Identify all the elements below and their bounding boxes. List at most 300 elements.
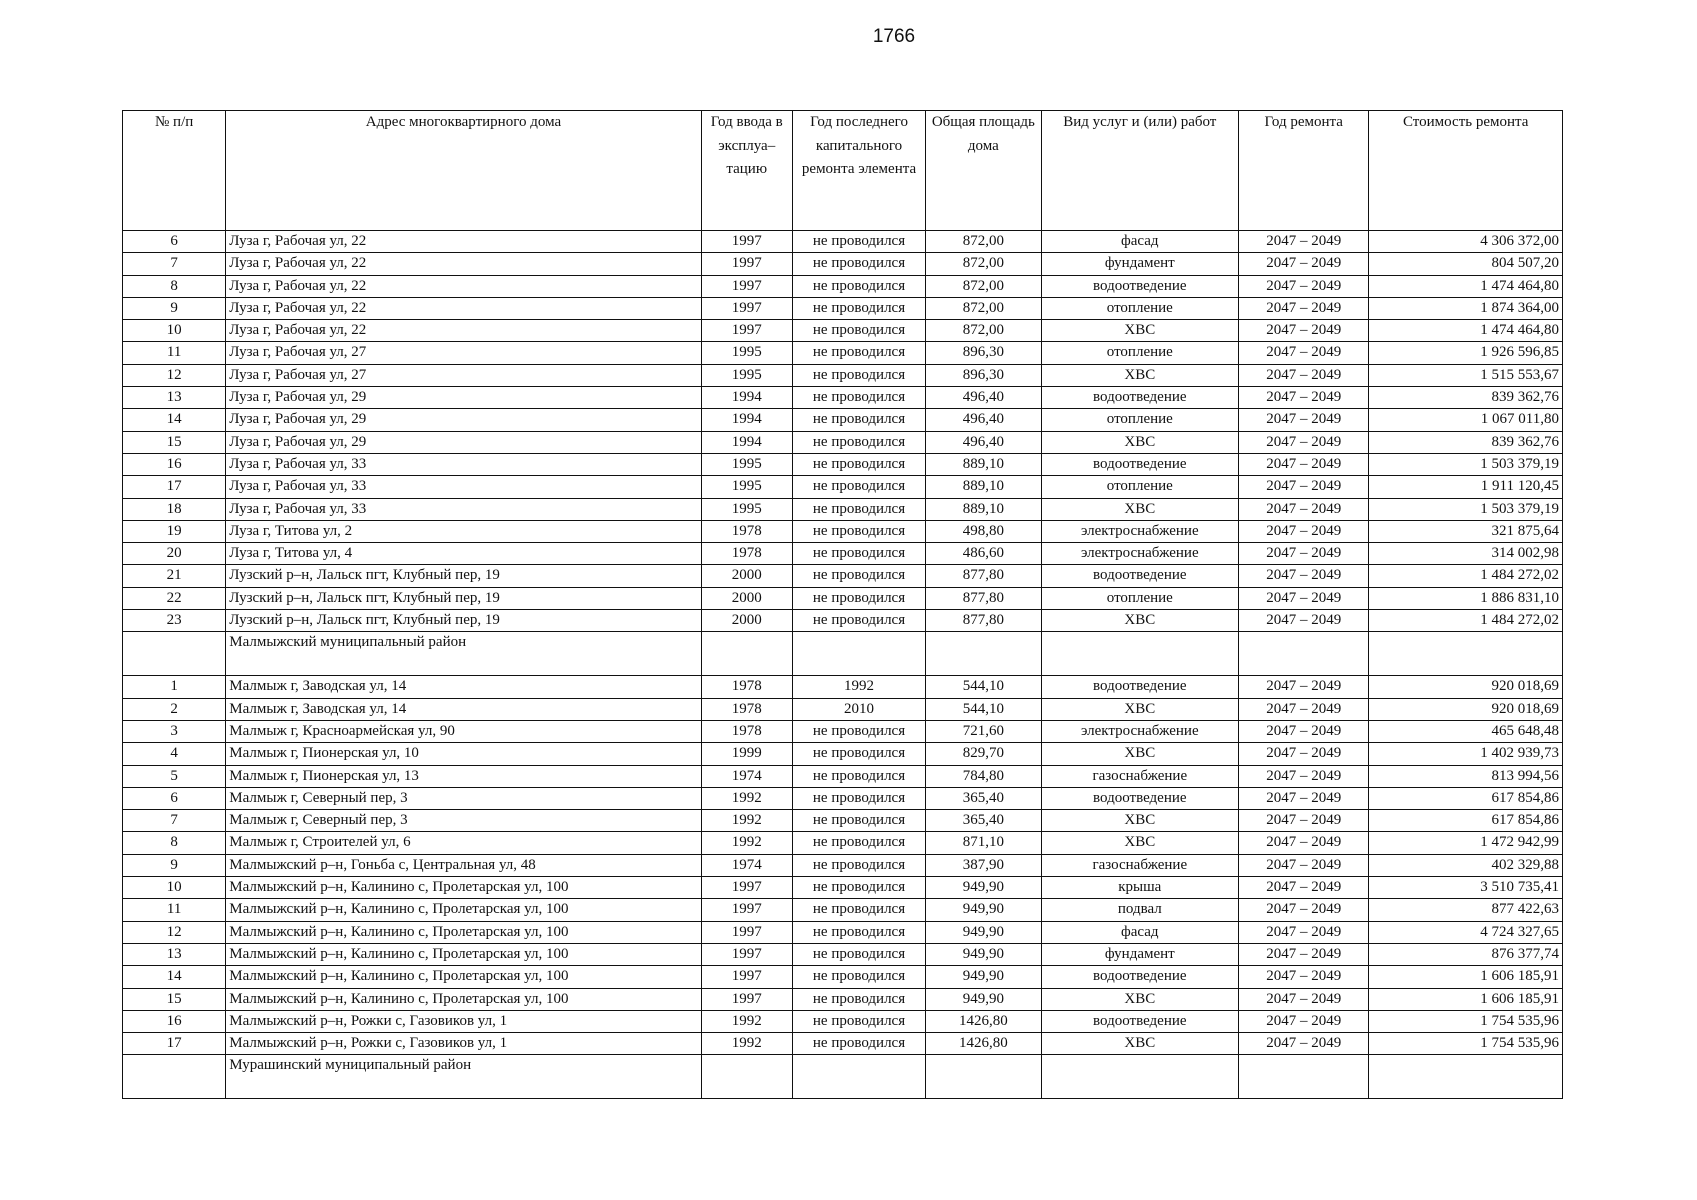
cell-address: Малмыж г, Красноармейская ул, 90 [226, 720, 701, 742]
table-row [123, 453, 1563, 475]
cell-cost: 1 926 596,85 [1369, 342, 1563, 364]
cell-address: Малмыжский р–н, Рожки с, Газовиков ул, 1 [226, 1033, 701, 1055]
cell-cost: 4 306 372,00 [1369, 231, 1563, 253]
empty-cell [792, 632, 925, 676]
cell-cost: 1 503 379,19 [1369, 498, 1563, 520]
cell-area: 896,30 [926, 364, 1041, 386]
empty-cell [701, 1055, 792, 1099]
cell-area: 496,40 [926, 409, 1041, 431]
cell-address: Луза г, Рабочая ул, 33 [226, 498, 701, 520]
cell-year-in: 1997 [701, 899, 792, 921]
table-row [123, 1010, 1563, 1032]
cell-year-in: 1978 [701, 720, 792, 742]
cell-service: фундамент [1041, 253, 1239, 275]
cell-year-in: 1994 [701, 431, 792, 453]
cell-address: Малмыжский р–н, Калинино с, Пролетарская ул, 100 [226, 943, 701, 965]
cell-service: фундамент [1041, 943, 1239, 965]
cell-repair-year: 2047 – 2049 [1239, 610, 1369, 632]
cell-year-in: 1997 [701, 877, 792, 899]
table-row [123, 832, 1563, 854]
cell-cost: 839 362,76 [1369, 387, 1563, 409]
cell-last-repair: не проводился [792, 587, 925, 609]
cell-last-repair: не проводился [792, 476, 925, 498]
cell-service: электроснабжение [1041, 520, 1239, 542]
cell-repair-year: 2047 – 2049 [1239, 409, 1369, 431]
cell-area: 949,90 [926, 966, 1041, 988]
cell-number: 7 [123, 253, 226, 275]
cell-year-in: 1992 [701, 787, 792, 809]
cell-area: 387,90 [926, 854, 1041, 876]
cell-address: Малмыж г, Заводская ул, 14 [226, 676, 701, 698]
cell-repair-year: 2047 – 2049 [1239, 320, 1369, 342]
table-row [123, 877, 1563, 899]
cell-address: Луза г, Рабочая ул, 29 [226, 431, 701, 453]
cell-repair-year: 2047 – 2049 [1239, 587, 1369, 609]
cell-number: 10 [123, 877, 226, 899]
cell-last-repair: не проводился [792, 1033, 925, 1055]
cell-area: 496,40 [926, 431, 1041, 453]
cell-area: 896,30 [926, 342, 1041, 364]
table-row [123, 988, 1563, 1010]
cell-area: 872,00 [926, 253, 1041, 275]
cell-service: ХВС [1041, 498, 1239, 520]
page-number: 1766 [872, 26, 916, 47]
cell-last-repair: не проводился [792, 342, 925, 364]
cell-address: Луза г, Рабочая ул, 33 [226, 453, 701, 475]
section-row [123, 1055, 1563, 1099]
cell-last-repair: не проводился [792, 320, 925, 342]
cell-cost: 1 606 185,91 [1369, 988, 1563, 1010]
cell-address: Малмыжский р–н, Калинино с, Пролетарская ул, 100 [226, 877, 701, 899]
cell-last-repair: не проводился [792, 409, 925, 431]
cell-area: 889,10 [926, 498, 1041, 520]
cell-cost: 1 474 464,80 [1369, 320, 1563, 342]
cell-year-in: 1995 [701, 342, 792, 364]
cell-area: 949,90 [926, 943, 1041, 965]
cell-number: 10 [123, 320, 226, 342]
cell-last-repair: не проводился [792, 498, 925, 520]
cell-service: ХВС [1041, 610, 1239, 632]
table-row [123, 431, 1563, 453]
cell-last-repair: не проводился [792, 877, 925, 899]
cell-area: 949,90 [926, 877, 1041, 899]
cell-area: 486,60 [926, 543, 1041, 565]
empty-cell [926, 632, 1041, 676]
cell-service: отопление [1041, 409, 1239, 431]
cell-repair-year: 2047 – 2049 [1239, 698, 1369, 720]
cell-address: Луза г, Рабочая ул, 29 [226, 387, 701, 409]
cell-repair-year: 2047 – 2049 [1239, 275, 1369, 297]
cell-cost: 1 886 831,10 [1369, 587, 1563, 609]
cell-number: 23 [123, 610, 226, 632]
cell-service: газоснабжение [1041, 765, 1239, 787]
cell-year-in: 1997 [701, 966, 792, 988]
cell-cost: 877 422,63 [1369, 899, 1563, 921]
cell-service: ХВС [1041, 810, 1239, 832]
cell-last-repair: не проводился [792, 854, 925, 876]
cell-service: ХВС [1041, 832, 1239, 854]
cell-address: Лузский р–н, Лальск пгт, Клубный пер, 19 [226, 610, 701, 632]
cell-cost: 804 507,20 [1369, 253, 1563, 275]
table-row [123, 498, 1563, 520]
cell-last-repair: не проводился [792, 899, 925, 921]
cell-area: 877,80 [926, 587, 1041, 609]
repair-table [122, 110, 1563, 1099]
cell-service: водоотведение [1041, 966, 1239, 988]
cell-year-in: 1999 [701, 743, 792, 765]
cell-number: 13 [123, 943, 226, 965]
cell-service: подвал [1041, 899, 1239, 921]
cell-address: Луза г, Рабочая ул, 22 [226, 231, 701, 253]
cell-year-in: 1997 [701, 253, 792, 275]
cell-last-repair: не проводился [792, 743, 925, 765]
cell-last-repair: не проводился [792, 921, 925, 943]
cell-year-in: 1997 [701, 231, 792, 253]
cell-last-repair: не проводился [792, 387, 925, 409]
cell-cost: 1 484 272,02 [1369, 565, 1563, 587]
cell-area: 877,80 [926, 610, 1041, 632]
cell-service: отопление [1041, 476, 1239, 498]
cell-address: Луза г, Рабочая ул, 22 [226, 275, 701, 297]
cell-number: 2 [123, 698, 226, 720]
cell-number: 17 [123, 1033, 226, 1055]
cell-year-in: 1994 [701, 409, 792, 431]
cell-area: 889,10 [926, 453, 1041, 475]
cell-last-repair: не проводился [792, 253, 925, 275]
cell-repair-year: 2047 – 2049 [1239, 966, 1369, 988]
cell-cost: 1 606 185,91 [1369, 966, 1563, 988]
empty-cell [1369, 1055, 1563, 1099]
cell-number: 9 [123, 854, 226, 876]
cell-service: фасад [1041, 231, 1239, 253]
cell-year-in: 1997 [701, 943, 792, 965]
section-title: Мурашинский муниципальный район [226, 1055, 701, 1099]
cell-address: Лузский р–н, Лальск пгт, Клубный пер, 19 [226, 587, 701, 609]
table-row [123, 387, 1563, 409]
table-row [123, 698, 1563, 720]
cell-year-in: 1992 [701, 1010, 792, 1032]
cell-address: Малмыж г, Пионерская ул, 13 [226, 765, 701, 787]
cell-area: 877,80 [926, 565, 1041, 587]
cell-address: Луза г, Рабочая ул, 33 [226, 476, 701, 498]
cell-address: Луза г, Титова ул, 2 [226, 520, 701, 542]
cell-cost: 1 874 364,00 [1369, 297, 1563, 319]
cell-year-in: 1995 [701, 476, 792, 498]
cell-cost: 839 362,76 [1369, 431, 1563, 453]
cell-service: ХВС [1041, 320, 1239, 342]
table-row [123, 921, 1563, 943]
cell-cost: 813 994,56 [1369, 765, 1563, 787]
section-title: Малмыжский муниципальный район [226, 632, 701, 676]
cell-number: 15 [123, 431, 226, 453]
cell-address: Малмыжский р–н, Рожки с, Газовиков ул, 1 [226, 1010, 701, 1032]
cell-last-repair: не проводился [792, 765, 925, 787]
cell-repair-year: 2047 – 2049 [1239, 832, 1369, 854]
table-row [123, 1033, 1563, 1055]
cell-last-repair: не проводился [792, 787, 925, 809]
empty-cell [926, 1055, 1041, 1099]
empty-cell [123, 1055, 226, 1099]
cell-repair-year: 2047 – 2049 [1239, 921, 1369, 943]
cell-year-in: 1995 [701, 498, 792, 520]
cell-number: 20 [123, 543, 226, 565]
cell-year-in: 1992 [701, 810, 792, 832]
table-row [123, 787, 1563, 809]
cell-address: Лузский р–н, Лальск пгт, Клубный пер, 19 [226, 565, 701, 587]
cell-number: 8 [123, 275, 226, 297]
cell-area: 872,00 [926, 297, 1041, 319]
cell-repair-year: 2047 – 2049 [1239, 565, 1369, 587]
cell-year-in: 1974 [701, 765, 792, 787]
cell-last-repair: не проводился [792, 275, 925, 297]
cell-address: Малмыж г, Заводская ул, 14 [226, 698, 701, 720]
cell-address: Луза г, Рабочая ул, 22 [226, 253, 701, 275]
cell-last-repair: не проводился [792, 966, 925, 988]
cell-area: 544,10 [926, 698, 1041, 720]
cell-number: 13 [123, 387, 226, 409]
empty-cell [701, 632, 792, 676]
table-row [123, 854, 1563, 876]
table-row [123, 810, 1563, 832]
cell-address: Малмыжский р–н, Калинино с, Пролетарская ул, 100 [226, 966, 701, 988]
cell-service: ХВС [1041, 743, 1239, 765]
cell-service: электроснабжение [1041, 543, 1239, 565]
cell-repair-year: 2047 – 2049 [1239, 1033, 1369, 1055]
cell-service: водоотведение [1041, 787, 1239, 809]
empty-cell [1369, 632, 1563, 676]
cell-repair-year: 2047 – 2049 [1239, 520, 1369, 542]
cell-last-repair: не проводился [792, 520, 925, 542]
cell-last-repair: не проводился [792, 943, 925, 965]
cell-address: Малмыжский р–н, Калинино с, Пролетарская ул, 100 [226, 899, 701, 921]
cell-year-in: 2000 [701, 610, 792, 632]
cell-service: отопление [1041, 297, 1239, 319]
cell-repair-year: 2047 – 2049 [1239, 676, 1369, 698]
cell-last-repair: 1992 [792, 676, 925, 698]
cell-year-in: 1994 [701, 387, 792, 409]
cell-cost: 876 377,74 [1369, 943, 1563, 965]
cell-number: 17 [123, 476, 226, 498]
cell-service: крыша [1041, 877, 1239, 899]
table-row [123, 587, 1563, 609]
cell-address: Малмыж г, Северный пер, 3 [226, 810, 701, 832]
table-row [123, 275, 1563, 297]
cell-repair-year: 2047 – 2049 [1239, 231, 1369, 253]
header-address: Адрес многоквартирного дома [226, 111, 701, 231]
table-row [123, 676, 1563, 698]
cell-address: Малмыж г, Пионерская ул, 10 [226, 743, 701, 765]
cell-service: отопление [1041, 342, 1239, 364]
cell-address: Луза г, Рабочая ул, 27 [226, 364, 701, 386]
cell-number: 8 [123, 832, 226, 854]
cell-area: 1426,80 [926, 1033, 1041, 1055]
cell-number: 11 [123, 342, 226, 364]
table-row [123, 297, 1563, 319]
cell-year-in: 2000 [701, 587, 792, 609]
cell-number: 4 [123, 743, 226, 765]
cell-repair-year: 2047 – 2049 [1239, 498, 1369, 520]
table-row [123, 520, 1563, 542]
cell-repair-year: 2047 – 2049 [1239, 854, 1369, 876]
cell-address: Малмыжский р–н, Калинино с, Пролетарская ул, 100 [226, 921, 701, 943]
cell-repair-year: 2047 – 2049 [1239, 1010, 1369, 1032]
cell-cost: 321 875,64 [1369, 520, 1563, 542]
cell-area: 949,90 [926, 921, 1041, 943]
cell-last-repair: не проводился [792, 364, 925, 386]
cell-cost: 1 911 120,45 [1369, 476, 1563, 498]
cell-number: 11 [123, 899, 226, 921]
cell-area: 784,80 [926, 765, 1041, 787]
cell-cost: 920 018,69 [1369, 676, 1563, 698]
cell-repair-year: 2047 – 2049 [1239, 431, 1369, 453]
cell-service: ХВС [1041, 364, 1239, 386]
empty-cell [1239, 1055, 1369, 1099]
cell-cost: 314 002,98 [1369, 543, 1563, 565]
cell-area: 872,00 [926, 231, 1041, 253]
cell-service: электроснабжение [1041, 720, 1239, 742]
cell-service: отопление [1041, 587, 1239, 609]
cell-cost: 1 067 011,80 [1369, 409, 1563, 431]
cell-repair-year: 2047 – 2049 [1239, 342, 1369, 364]
cell-last-repair: не проводился [792, 1010, 925, 1032]
cell-number: 12 [123, 364, 226, 386]
cell-area: 721,60 [926, 720, 1041, 742]
cell-cost: 920 018,69 [1369, 698, 1563, 720]
cell-cost: 617 854,86 [1369, 810, 1563, 832]
cell-area: 889,10 [926, 476, 1041, 498]
cell-repair-year: 2047 – 2049 [1239, 476, 1369, 498]
header-number: № п/п [123, 111, 226, 231]
cell-last-repair: не проводился [792, 431, 925, 453]
cell-address: Луза г, Титова ул, 4 [226, 543, 701, 565]
cell-year-in: 1995 [701, 364, 792, 386]
cell-number: 12 [123, 921, 226, 943]
header-service: Вид услуг и (или) работ [1041, 111, 1239, 231]
cell-repair-year: 2047 – 2049 [1239, 765, 1369, 787]
cell-year-in: 1997 [701, 297, 792, 319]
cell-year-in: 1992 [701, 832, 792, 854]
cell-area: 1426,80 [926, 1010, 1041, 1032]
cell-area: 872,00 [926, 320, 1041, 342]
cell-number: 21 [123, 565, 226, 587]
cell-service: газоснабжение [1041, 854, 1239, 876]
header-row [123, 111, 1563, 231]
cell-number: 18 [123, 498, 226, 520]
cell-number: 14 [123, 966, 226, 988]
cell-repair-year: 2047 – 2049 [1239, 453, 1369, 475]
cell-service: водоотведение [1041, 387, 1239, 409]
cell-number: 6 [123, 787, 226, 809]
cell-address: Малмыж г, Строителей ул, 6 [226, 832, 701, 854]
table-row [123, 565, 1563, 587]
cell-repair-year: 2047 – 2049 [1239, 899, 1369, 921]
cell-last-repair: не проводился [792, 810, 925, 832]
cell-number: 1 [123, 676, 226, 698]
empty-cell [1239, 632, 1369, 676]
cell-service: водоотведение [1041, 453, 1239, 475]
cell-cost: 465 648,48 [1369, 720, 1563, 742]
cell-cost: 1 754 535,96 [1369, 1033, 1563, 1055]
cell-service: водоотведение [1041, 1010, 1239, 1032]
cell-year-in: 1978 [701, 543, 792, 565]
cell-repair-year: 2047 – 2049 [1239, 720, 1369, 742]
cell-last-repair: не проводился [792, 610, 925, 632]
cell-last-repair: не проводился [792, 297, 925, 319]
cell-repair-year: 2047 – 2049 [1239, 988, 1369, 1010]
cell-service: ХВС [1041, 431, 1239, 453]
cell-cost: 1 503 379,19 [1369, 453, 1563, 475]
table-row [123, 610, 1563, 632]
cell-cost: 1 515 553,67 [1369, 364, 1563, 386]
cell-last-repair: не проводился [792, 988, 925, 1010]
cell-year-in: 1997 [701, 921, 792, 943]
table-body [123, 231, 1563, 1099]
cell-last-repair: не проводился [792, 453, 925, 475]
cell-address: Луза г, Рабочая ул, 22 [226, 297, 701, 319]
cell-cost: 1 754 535,96 [1369, 1010, 1563, 1032]
cell-cost: 402 329,88 [1369, 854, 1563, 876]
cell-service: водоотведение [1041, 275, 1239, 297]
table-row [123, 231, 1563, 253]
header-repair-year: Год ремонта [1239, 111, 1369, 231]
cell-repair-year: 2047 – 2049 [1239, 364, 1369, 386]
cell-number: 16 [123, 1010, 226, 1032]
cell-cost: 1 474 464,80 [1369, 275, 1563, 297]
cell-repair-year: 2047 – 2049 [1239, 297, 1369, 319]
cell-area: 365,40 [926, 810, 1041, 832]
table-row [123, 364, 1563, 386]
empty-cell [123, 632, 226, 676]
table-row [123, 342, 1563, 364]
cell-service: ХВС [1041, 988, 1239, 1010]
cell-number: 6 [123, 231, 226, 253]
header-year-in: Год ввода в эксплуа–тацию [701, 111, 792, 231]
cell-area: 365,40 [926, 787, 1041, 809]
table-row [123, 943, 1563, 965]
table-row [123, 720, 1563, 742]
cell-last-repair: не проводился [792, 565, 925, 587]
cell-cost: 1 472 942,99 [1369, 832, 1563, 854]
cell-area: 949,90 [926, 988, 1041, 1010]
header-last-repair: Год последнего капитального ремонта элемента [792, 111, 925, 231]
cell-last-repair: не проводился [792, 720, 925, 742]
cell-number: 7 [123, 810, 226, 832]
header-cost: Стоимость ремонта [1369, 111, 1563, 231]
table-row [123, 543, 1563, 565]
cell-service: водоотведение [1041, 676, 1239, 698]
table-row [123, 409, 1563, 431]
table-row [123, 476, 1563, 498]
cell-year-in: 1997 [701, 275, 792, 297]
cell-service: ХВС [1041, 698, 1239, 720]
cell-number: 9 [123, 297, 226, 319]
cell-area: 872,00 [926, 275, 1041, 297]
cell-last-repair: не проводился [792, 543, 925, 565]
cell-repair-year: 2047 – 2049 [1239, 743, 1369, 765]
cell-number: 5 [123, 765, 226, 787]
cell-last-repair: не проводился [792, 231, 925, 253]
cell-repair-year: 2047 – 2049 [1239, 810, 1369, 832]
cell-address: Луза г, Рабочая ул, 27 [226, 342, 701, 364]
cell-repair-year: 2047 – 2049 [1239, 543, 1369, 565]
table-row [123, 765, 1563, 787]
cell-year-in: 1992 [701, 1033, 792, 1055]
header-area: Общая площадь дома [926, 111, 1041, 231]
cell-service: фасад [1041, 921, 1239, 943]
cell-year-in: 1997 [701, 988, 792, 1010]
cell-number: 3 [123, 720, 226, 742]
cell-number: 14 [123, 409, 226, 431]
